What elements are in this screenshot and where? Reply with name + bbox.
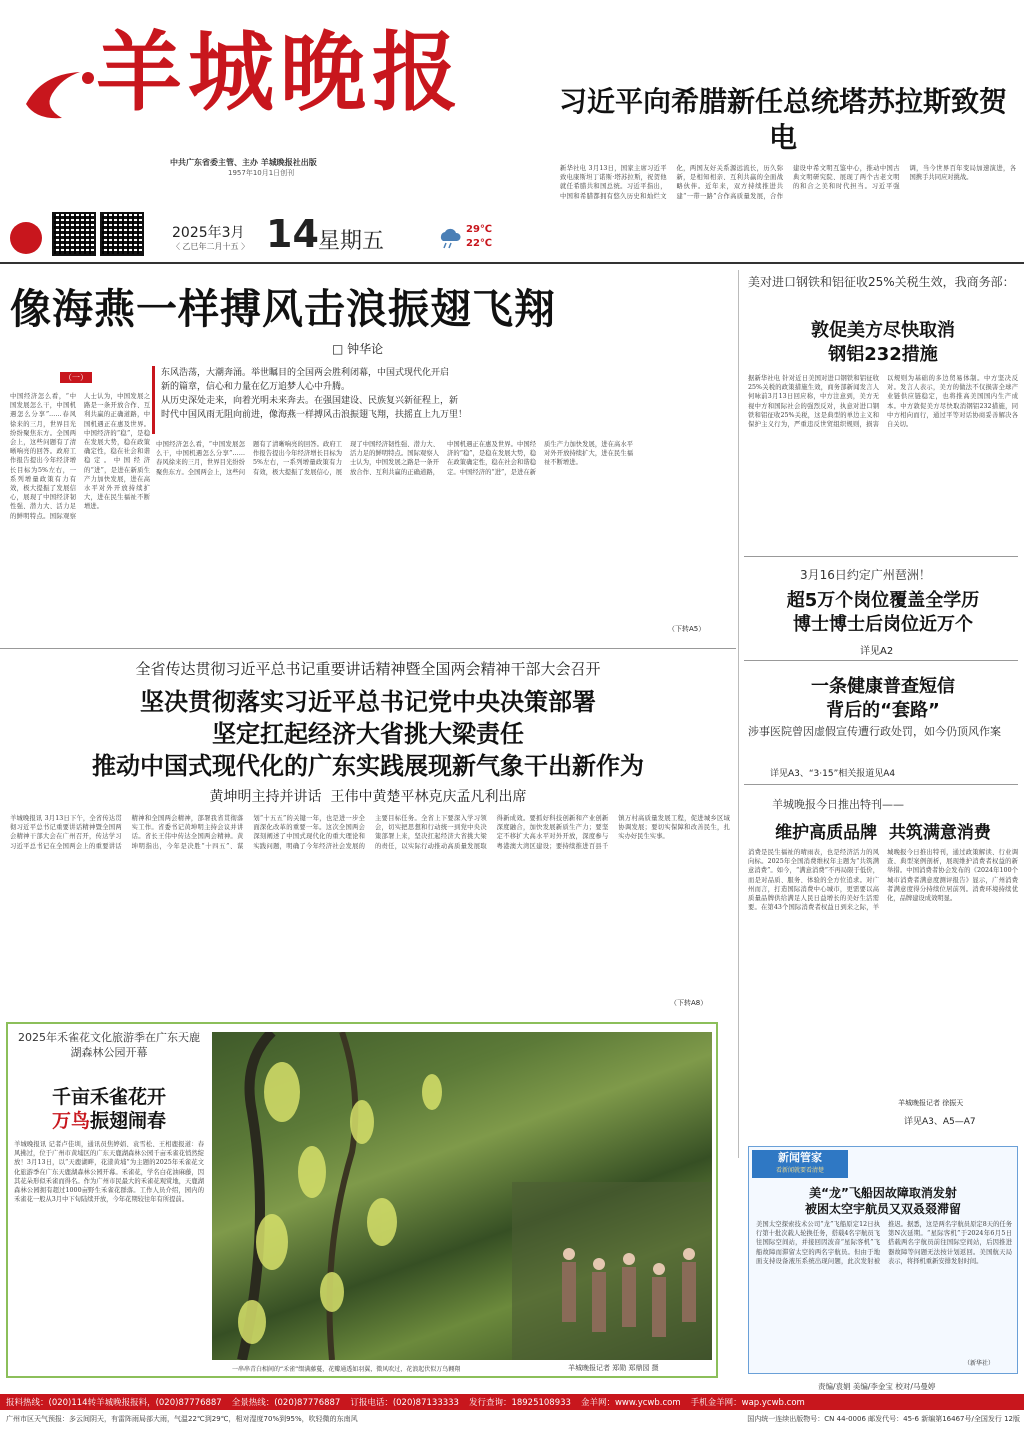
jobs-kicker: 3月16日约定广州琶洲！ xyxy=(800,568,931,582)
main-body: 中国经济怎么看，“中国发展怎么干，中国机遇怎么分享”……春风徐来的三月，世界目光纷纷聚焦东方。全国两会上，这些问题有了清晰响亮的回答。政府工作报告提出今年经济增长目标为5%左右，一系列增量政策有力有效，极大提振了发展信心，展现了中国经济韧性强、潜力大、活力足的鲜明特点。国际观察人士认为，中国发展之路是一条开放合作、互利共赢的正确道路，中国机遇正在惠及世界。中国经济的“稳”，是稳在发展大势，稳在政策确定性，稳在社会和谐稳定。中国经济的“进”，是进在新质生产力加快发展，进在高水平对外开放持续扩大，进在民生福祉不断增进。 xyxy=(156,441,633,476)
news-badge xyxy=(752,1150,848,1178)
main-body: 中国经济怎么看，“中国发展怎么干，中国机遇怎么分享”……春风徐来的三月，世界目光纷纷聚焦东方。全国两会上，这些问题有了清晰响亮的回答。政府工作报告提出今年经济增长目标为5%左右，一系列增量政策有力有效，极大提振了发展信心，展现了中国经济韧性强、潜力大、活力足的鲜明特点。国际观察人士认为，中国发展之路是一条开放合作、互利共赢的正确道路，中国机遇正在惠及世界。中国经济的“稳”，是稳在发展大势，稳在政策确定性，稳在社会和谐稳定。中国经济的“进”，是进在新质生产力加快发展，进在高水平对外开放持续扩大，进在民生福祉不断增进。 xyxy=(10,393,150,520)
section-marker: （一） xyxy=(60,372,92,383)
lead-line: 时代中国风雨无阻向前进，像海燕一样搏风击浪振翅飞翔，扶摇直上九万里！ xyxy=(161,410,468,420)
sponsor-line: 中共广东省委主管、主办 羊城晚报社出版 xyxy=(170,158,317,167)
flower-body: 羊城晚报讯 记者卢佳圳，通讯员焦婷娟、袁雪松、王相鹿报道：春风拂过，位于广州市黄埔区的广东天鹿湖森林公园千亩禾雀花悄然绽放！3月13日，以“天鹿湖畔，花漾黄埔”为主题的2025年禾雀花文化旅游季在广东天鹿湖森林公园开幕。禾雀花，学名白花油麻藤，因其花朵形似禾雀而得名。作为广州市民最大的禾雀花观赏地，天鹿湖森林公园拥有超过1000亩野生禾雀花群落。工作人员介绍，园内的禾雀花一般从3月中下旬陆续开放，今年花期较往年有所提前。 xyxy=(14,1141,204,1204)
news-badge-sub: 看新闻就要看清楚 xyxy=(775,1167,824,1174)
conference-kicker: 全省传达贯彻习近平总书记重要讲话精神暨全国两会精神干部大会召开 xyxy=(135,660,601,678)
flower-kicker: 2025年禾雀花文化旅游季在广东天鹿湖森林公园开幕 xyxy=(18,1031,200,1059)
jobs-see: 详见A2 xyxy=(860,646,894,657)
conference-title: 坚决贯彻落实习近平总书记党中央决策部署 xyxy=(140,688,596,716)
tariff-body: 据新华社电 针对近日美国对进口钢铁和铝征收25%关税的政策措施生效，商务部新闻发言人何咏前3月13日回应称，中方注意到，美方无视中方和国际社会的强烈反对，执意对进口钢铁和铝征收25%关税，这是典型的单边主义和保护主义行为，严重违反世贸组织规则，损害以规则为基础的多边贸易体制。中方坚决反对。发言人表示，美方的做法不仅损害全球产业链供应链稳定，也将推高美国国内生产成本。中方敦促美方尽快取消钢铝232措施，同中方相向而行，通过平等对话协商妥善解决各自关切。 xyxy=(748,375,1018,429)
conference-title: 坚定扛起经济大省挑大梁责任 xyxy=(212,720,524,748)
flower-title-rest: 振翅闹春 xyxy=(90,1110,167,1132)
lunar-date: 〈 乙巳年二月十五 〉 xyxy=(172,242,250,251)
flower-photo-credit: 羊城晚报记者 郑勋 郑鼎园 摄 xyxy=(568,1364,659,1372)
flower-photo xyxy=(212,1032,712,1360)
tariff-title: 钢铝232措施 xyxy=(828,344,938,365)
founded-date: 1957年10月1日创刊 xyxy=(228,169,295,177)
health-title: 背后的“套路” xyxy=(826,700,940,721)
main-author: □ 钟华论 xyxy=(332,342,384,356)
tariff-kicker: 美对进口钢铁和铝征收25%关税生效，我商务部： xyxy=(748,275,1015,289)
jobs-title: 超5万个岗位覆盖全学历 xyxy=(786,590,980,611)
qr-code-icon xyxy=(52,212,96,256)
temp-high: 29℃ xyxy=(466,224,493,235)
cloud-rain-icon xyxy=(438,228,462,250)
continued-note: （下转A8） xyxy=(670,999,708,1007)
footer-weather: 广州市区天气预报：多云间阴天，有雷阵雨局部大雨，气温22℃到29℃，相对湿度70%到95%，吹轻微的东南风 xyxy=(6,1415,358,1423)
divider xyxy=(744,784,1018,785)
main-headline: 像海燕一样搏风击浪振翅飞翔 xyxy=(10,285,556,333)
lead-line: 新的篇章，信心和力量在亿万追梦人心中升腾。 xyxy=(161,382,351,392)
lead-line: 东风浩荡，大潮奔涌。举世瞩目的全国两会胜利闭幕，中国式现代化开启 xyxy=(161,368,450,378)
divider xyxy=(744,660,1018,661)
column-divider xyxy=(738,270,739,1158)
top-story-headline: 习近平向希腊新任总统塔苏拉斯致贺电 xyxy=(558,85,1007,154)
health-see: 详见A3、“3·15”相关报道见A4 xyxy=(770,769,896,779)
jobs-title: 博士博士后岗位近万个 xyxy=(793,614,973,635)
masthead-title: 羊城晚报 xyxy=(96,22,464,123)
lead-line: 从历史深处走来，向着光明未来奔去。在强国建设、民族复兴新征程上，新 xyxy=(161,396,459,406)
news-credit: （新华社） xyxy=(964,1360,995,1367)
tariff-title: 敦促美方尽快取消 xyxy=(811,320,955,341)
consumer-body: 消费是民生福祉的晴雨表，也是经济活力的风向标。2025年全国消费维权年主题为“共筑满意消费”。如今，“满意消费”不再局限于低价，而是对品质、服务、体验的全方位追求。对广州而言，打造国际消费中心城市，更需要以高质量品牌供给满足人民日益增长的美好生活需要。在第43个国际消费者权益日到来之际，羊城晚报今日推出特刊，通过政策解读、行业调查、典型案例剖析，展现维护消费者权益的新举措。中国消费者协会发布的《2024年100个城市消费者满意度测评报告》显示，广州消费者满意度得分持续位居前列。消费环境持续优化，品牌建设成效明显。 xyxy=(748,849,1018,912)
flower-caption: 一串串青白相间的“禾雀”缀满藤蔓，花瓣通透如羽翼，微风吹过，花浪起伏似万鸟翱翔 xyxy=(232,1366,461,1373)
footer-item: 发行查询：18925108933 xyxy=(468,1398,571,1408)
consumer-see: 详见A3、A5—A7 xyxy=(904,1117,976,1127)
footer-item: 全景热线：(020)87776887 xyxy=(231,1398,341,1408)
editors-line: 责编/袁娟 美编/李金宝 校对/马曼婷 xyxy=(818,1382,936,1391)
divider xyxy=(0,648,736,649)
divider xyxy=(744,556,1018,557)
qr-code-icon xyxy=(100,212,144,256)
footer-item: 订报电话：(020)87133333 xyxy=(350,1398,459,1408)
conference-title: 推动中国式现代化的广东实践展现新气象干出新作为 xyxy=(92,752,644,780)
date-month: 2025年3月 xyxy=(172,225,245,241)
consumer-title: 维护高质品牌 共筑满意消费 xyxy=(775,823,991,843)
flower-title: 千亩禾雀花开 xyxy=(51,1086,166,1108)
footer-item: 报料热线：(020)114转羊城晚报报料，(020)87776887 xyxy=(6,1398,222,1408)
conference-subtitle: 黄坤明主持并讲话 王伟中黄楚平林克庆孟凡利出席 xyxy=(209,789,527,805)
newspaper-seal-icon xyxy=(10,222,42,254)
footer-bar xyxy=(0,1394,1024,1410)
health-title: 一条健康普查短信 xyxy=(811,676,955,697)
continued-note: （下转A5） xyxy=(668,625,706,633)
consumer-byline: 羊城晚报记者 徐振天 xyxy=(898,1099,964,1107)
footer-publication: 国内统一连续出版物号：CN 44-0006 邮发代号：45-6 新编第16467号/全国发行 12版 xyxy=(747,1415,1020,1423)
conference-body: 羊城晚报讯 3月13日下午，全省传达贯彻习近平总书记重要讲话精神暨全国两会精神干部大会在广州召开，传达学习习近平总书记在全国两会上的重要讲话精神和全国两会精神，部署我省贯彻落实工作。省委书记黄坤明主持会议并讲话。省长王伟中传达全国两会精神。黄坤明指出，今年是决胜“十四五”、谋划“十五五”的关键一年，也是进一步全面深化改革的重要一年。这次全国两会深刻阐述了中国式现代化的重大理论和实践问题，明确了今年经济社会发展的主要目标任务。全省上下要深入学习领会，切实把思想和行动统一到党中央决策部署上来，坚决扛起经济大省挑大梁的责任，以实际行动推动高质量发展取得新成效。要抓好科技创新和产业创新深度融合，加快发展新质生产力；要坚定不移扩大高水平对外开放，深度参与粤港澳大湾区建设；要持续推进百县千镇万村高质量发展工程，促进城乡区域协调发展；要切实保障和改善民生，扎实办好民生实事。 xyxy=(10,815,730,850)
health-sub: 涉事医院曾因虚假宣传遭行政处罚，如今仍顶风作案 xyxy=(748,725,1001,738)
news-badge-title: 新闻管家 xyxy=(778,1151,822,1164)
news-title: 被困太空宇航员又双叒叕滞留 xyxy=(804,1202,961,1216)
lead-box xyxy=(152,366,582,434)
footer-item: 金羊网：www.ycwb.com xyxy=(580,1398,681,1408)
weekday: 星期五 xyxy=(318,229,385,254)
divider xyxy=(0,262,1024,264)
temp-low: 22℃ xyxy=(466,238,493,249)
news-title: 美“龙”飞船因故障取消发射 xyxy=(809,1186,957,1200)
flower-title xyxy=(14,1106,204,1133)
flower-title-red: 万鸟 xyxy=(51,1110,90,1132)
footer-item: 手机金羊网：wap.ycwb.com xyxy=(690,1398,805,1408)
top-story-body: 新华社电 3月13日，国家主席习近平致电康斯坦丁诺斯·塔苏拉斯，祝贺他就任希腊共和国总统。习近平指出，中国和希腊都拥有悠久历史和灿烂文化，两国友好关系源远流长，历久弥新，是相知相亲、互利共赢的全面战略伙伴。近年来，双方持续推进共建“一带一路”合作高质量发展，合作建设中希文明互鉴中心，推动中国古典文明研究院、展现了两个古老文明的和合之美和时代担当。习近平强调，当今世界百年变局加速演进，各国携手共同应对挑战。 xyxy=(560,165,1016,200)
news-body: 美国太空探索技术公司“龙”飞船原定12日执行第十批次载人轮换任务，搭载4名宇航员飞往国际空间站，并接回因波音“星际客机”飞船故障而滞留太空的两名宇航员。但由于地面支持设备液压系统出现问题，此次发射被推迟。据悉，这是两名宇航员原定8天的任务第N次延期。“星际客机”于2024年6月5日搭载两名宇航员前往国际空间站，后因推进器故障等问题无法按计划返回。美国航天局表示，将择机重新安排发射时间。 xyxy=(756,1221,1012,1265)
date-day: 14 xyxy=(266,212,319,256)
consumer-kicker: 羊城晚报今日推出特刊—— xyxy=(772,798,904,811)
